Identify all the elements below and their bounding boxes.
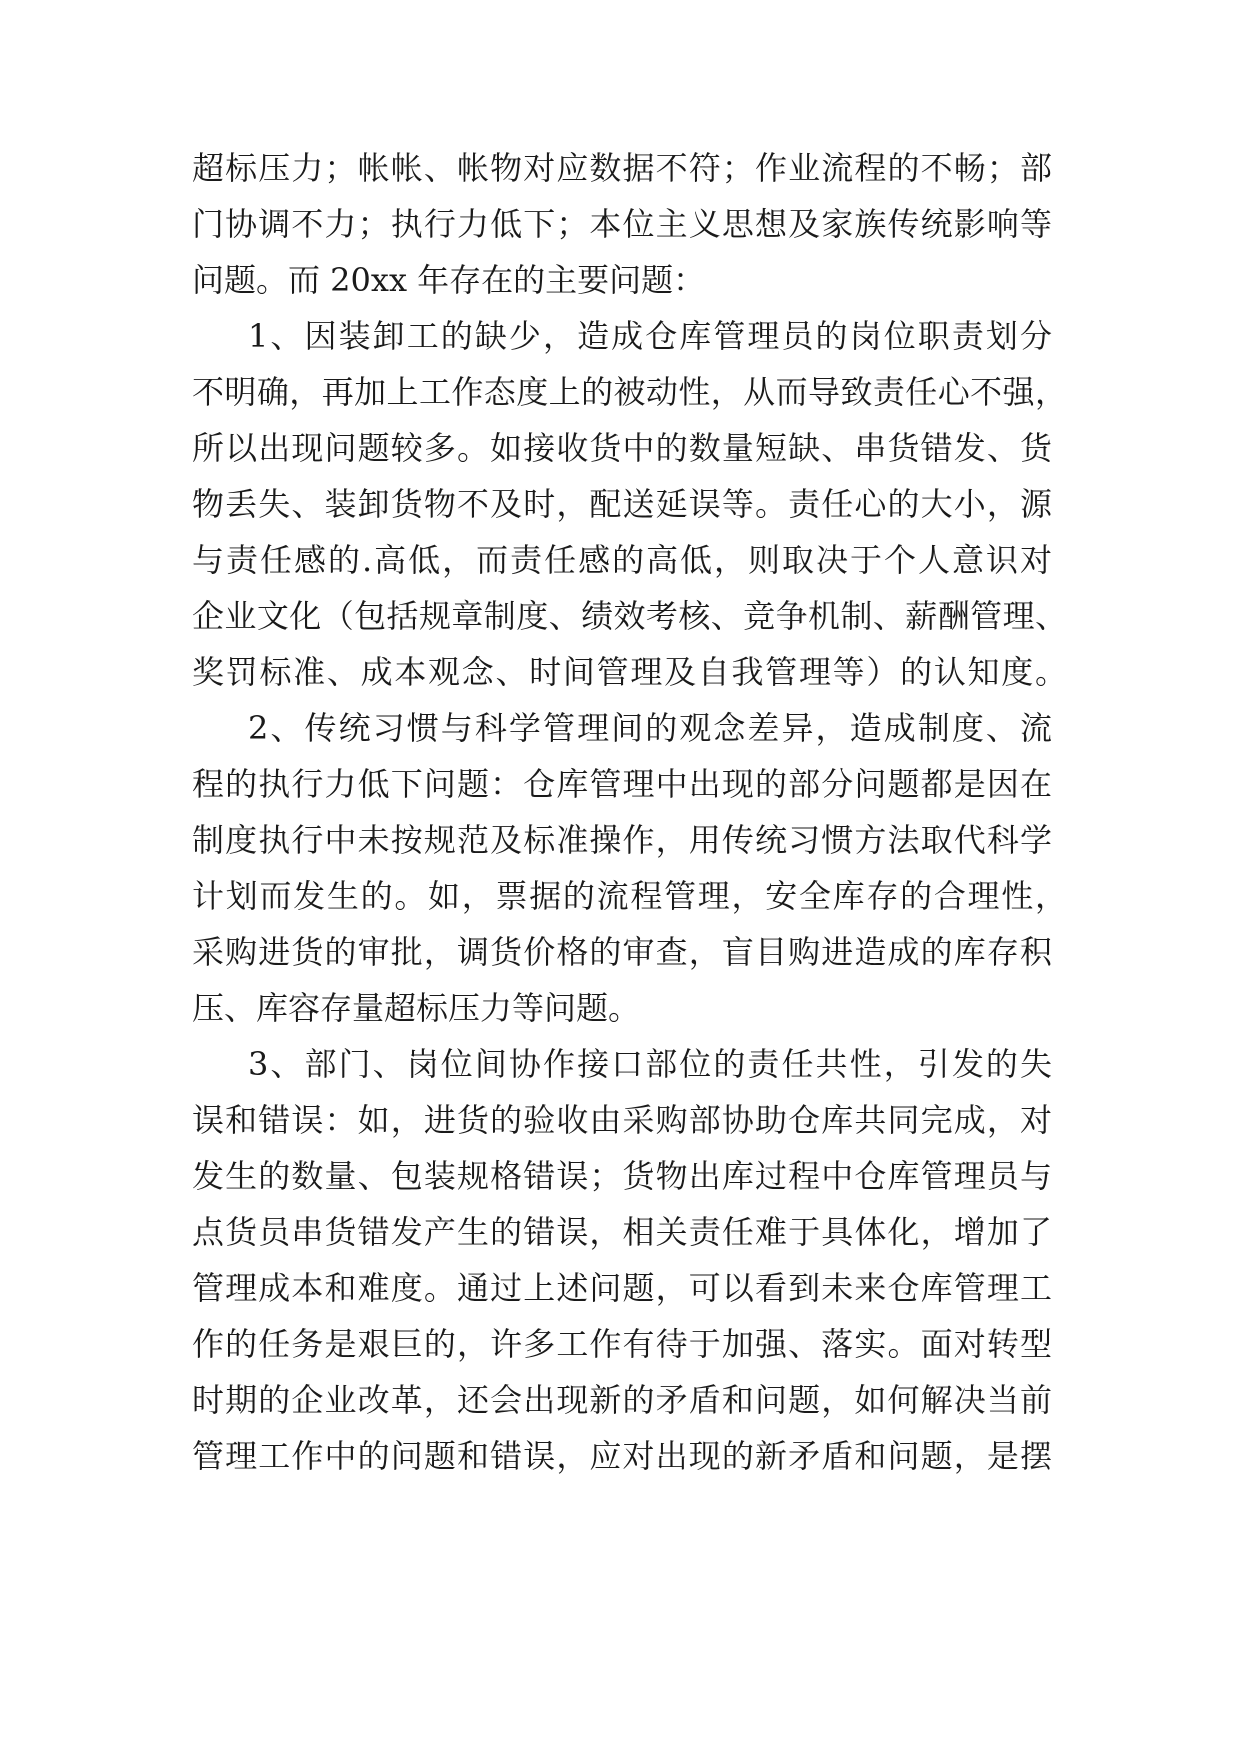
text-line-11: 2、传统习惯与科学管理间的观念差异，造成制度、流: [248, 709, 1052, 747]
text-line-10: 奖罚标准、成本观念、时间管理及自我管理等）的认知度。: [192, 653, 1067, 691]
text-line-16: 压、库容存量超标压力等问题。: [192, 989, 641, 1027]
text-line-5: 不明确，再加上工作态度上的被动性，从而导致责任心不强，: [192, 373, 1067, 411]
text-line-24: 管理工作中的问题和错误，应对出现的新矛盾和问题，是摆: [192, 1437, 1052, 1475]
text-line-4: 1、因装卸工的缺少，造成仓库管理员的岗位职责划分: [248, 317, 1052, 355]
text-line-2: 门协调不力；执行力低下；本位主义思想及家族传统影响等: [192, 205, 1052, 243]
text-line-9: 企业文化（包括规章制度、绩效考核、竞争机制、薪酬管理、: [192, 597, 1067, 635]
text-line-19: 发生的数量、包装规格错误；货物出库过程中仓库管理员与: [192, 1157, 1052, 1195]
text-line-21: 管理成本和难度。通过上述问题，可以看到未来仓库管理工: [192, 1269, 1052, 1307]
text-line-17: 3、部门、岗位间协作接口部位的责任共性，引发的失: [248, 1045, 1052, 1083]
text-line-23: 时期的企业改革，还会出现新的矛盾和问题，如何解决当前: [192, 1381, 1052, 1419]
text-line-15: 采购进货的审批，调货价格的审查，盲目购进造成的库存积: [192, 933, 1052, 971]
text-line-1: 超标压力；帐帐、帐物对应数据不符；作业流程的不畅；部: [192, 149, 1052, 187]
text-line-14: 计划而发生的。如，票据的流程管理，安全库存的合理性，: [192, 877, 1067, 915]
text-line-8: 与责任感的.高低，而责任感的高低，则取决于个人意识对: [192, 541, 1052, 579]
text-line-7: 物丢失、装卸货物不及时，配送延误等。责任心的大小，源: [192, 485, 1052, 523]
text-line-20: 点货员串货错发产生的错误，相关责任难于具体化，增加了: [192, 1213, 1052, 1251]
text-line-13: 制度执行中未按规范及标准操作，用传统习惯方法取代科学: [192, 821, 1052, 859]
text-line-22: 作的任务是艰巨的，许多工作有待于加强、落实。面对转型: [192, 1325, 1052, 1363]
text-line-18: 误和错误：如，进货的验收由采购部协助仓库共同完成，对: [192, 1101, 1052, 1139]
text-line-6: 所以出现问题较多。如接收货中的数量短缺、串货错发、货: [192, 429, 1052, 467]
text-line-12: 程的执行力低下问题：仓库管理中出现的部分问题都是因在: [192, 765, 1052, 803]
text-line-3: 问题。而 20xx 年存在的主要问题：: [192, 261, 706, 299]
